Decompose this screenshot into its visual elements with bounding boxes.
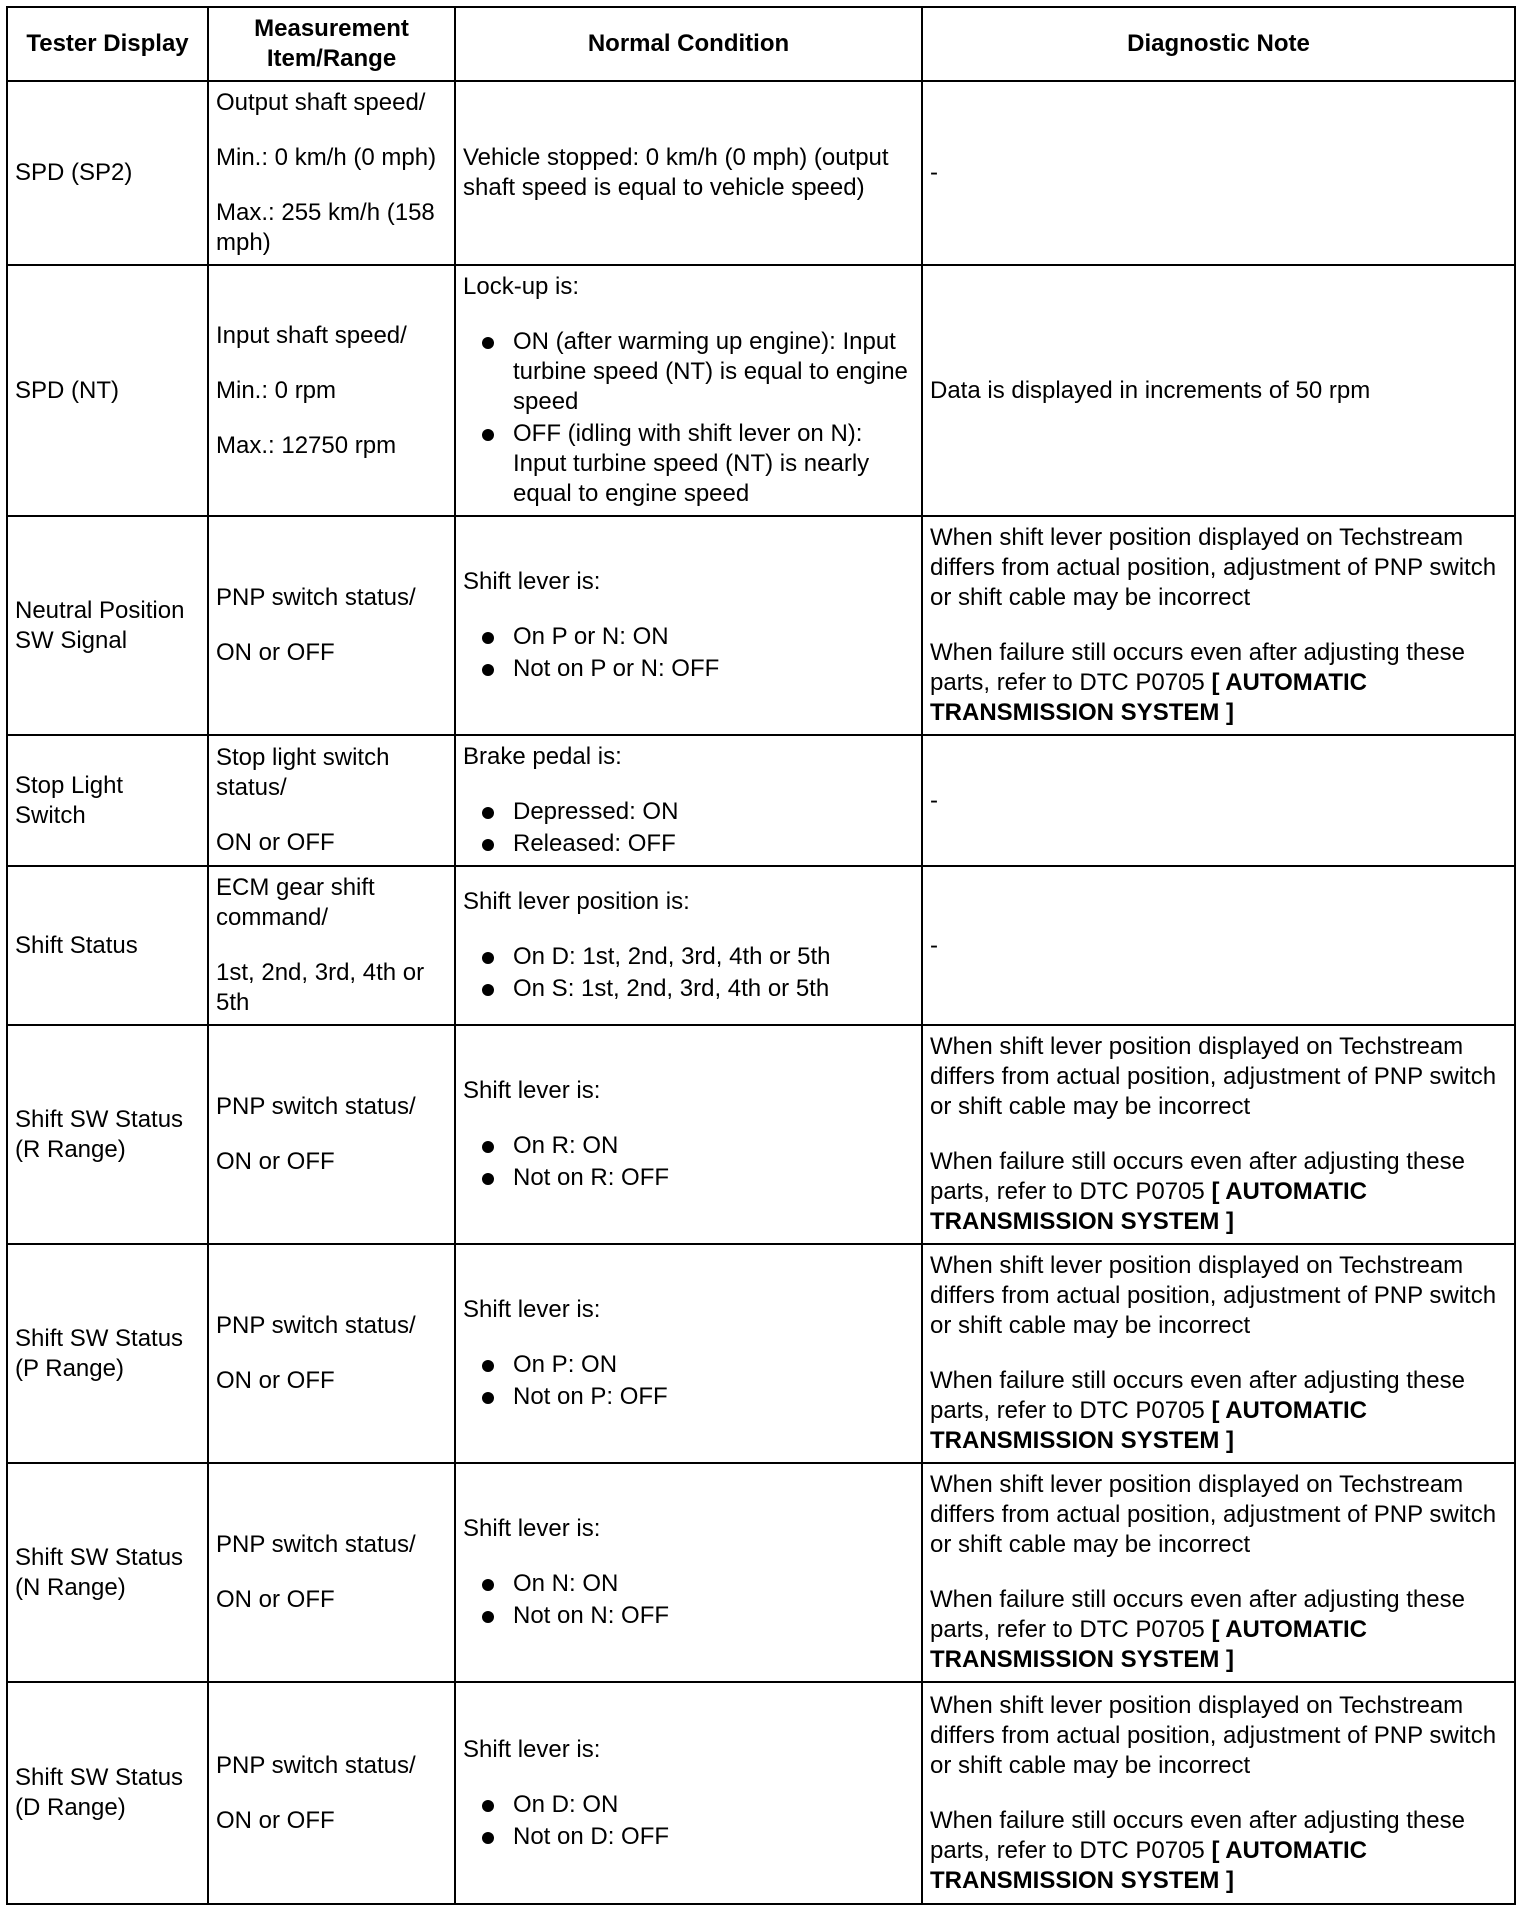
tester-display-cell: Shift SW Status (R Range) [7,1025,208,1244]
table-row [7,866,1515,1025]
header-normal-condition: Normal Condition [455,7,922,81]
dtc-reference-link[interactable]: [ AUTOMATIC TRANSMISSION SYSTEM ] [930,669,1367,726]
normal-condition-cell: Shift lever is: On N: ON Not on N: OFF [455,1463,922,1682]
header-tester-display: Tester Display [7,7,208,81]
dtc-reference-link[interactable]: [ AUTOMATIC TRANSMISSION SYSTEM ] [930,1836,1367,1894]
tester-display-cell: SPD (SP2) [7,81,208,265]
measurement-cell: PNP switch status/ ON or OFF [208,1682,455,1904]
table-row [7,516,1515,735]
list-item: On D: ON [463,1790,914,1820]
list-item: Not on D: OFF [463,1822,914,1852]
measurement-cell: Stop light switch status/ ON or OFF [208,735,455,866]
diagnostic-note-cell: When shift lever position displayed on Techstream differs from actual position, adjustment of PNP switch or shift cable may be incorrect When failure still occurs even after adjusting these parts, refer to DTC P0705 [ AUTOMATIC TRANSMISSION SYSTEM ] [922,516,1515,735]
tester-display-cell: SPD (NT) [7,265,208,516]
table-row [7,1682,1515,1904]
normal-condition-cell: Shift lever is: On R: ON Not on R: OFF [455,1025,922,1244]
normal-condition-cell: Shift lever is: On P: ON Not on P: OFF [455,1244,922,1463]
list-item: Released: OFF [463,829,914,859]
list-item: On P or N: ON [463,622,914,652]
list-item: On S: 1st, 2nd, 3rd, 4th or 5th [463,974,914,1004]
normal-condition-cell: Shift lever is: On D: ON Not on D: OFF [455,1682,922,1904]
tester-display-cell: Shift Status [7,866,208,1025]
table-row [7,265,1515,516]
diagnostic-note-cell: When shift lever position displayed on Techstream differs from actual position, adjustment of PNP switch or shift cable may be incorrect When failure still occurs even after adjusting these parts, refer to DTC P0705 [ AUTOMATIC TRANSMISSION SYSTEM ] [922,1682,1515,1904]
header-measurement: Measurement Item/Range [208,7,455,81]
normal-condition-cell: Shift lever is: On P or N: ON Not on P or N: OFF [455,516,922,735]
list-item: Not on R: OFF [463,1163,914,1193]
normal-condition-cell: Brake pedal is: Depressed: ON Released: OFF [455,735,922,866]
normal-condition-cell: Shift lever position is: On D: 1st, 2nd, 3rd, 4th or 5th On S: 1st, 2nd, 3rd, 4th or 5th [455,866,922,1025]
data-list-table [6,6,1516,1905]
list-item: On R: ON [463,1131,914,1161]
header-diagnostic-note: Diagnostic Note [922,7,1515,81]
diagnostic-note-cell: - [922,81,1515,265]
measurement-cell: Output shaft speed/ Min.: 0 km/h (0 mph) Max.: 255 km/h (158 mph) [208,81,455,265]
diagnostic-note-cell: When shift lever position displayed on Techstream differs from actual position, adjustment of PNP switch or shift cable may be incorrect When failure still occurs even after adjusting these parts, refer to DTC P0705 [ AUTOMATIC TRANSMISSION SYSTEM ] [922,1244,1515,1463]
list-item: Not on N: OFF [463,1601,914,1631]
dtc-reference-link[interactable]: [ AUTOMATIC TRANSMISSION SYSTEM ] [930,1397,1367,1454]
list-item: ON (after warming up engine): Input turbine speed (NT) is equal to engine speed [463,327,914,417]
tester-display-cell: Shift SW Status (P Range) [7,1244,208,1463]
normal-condition-cell: Lock-up is: ON (after warming up engine): Input turbine speed (NT) is equal to engine speed OFF (idling with shift lever on N): Input turbine speed (NT) is nearly equal to engine speed [455,265,922,516]
normal-condition-cell: Vehicle stopped: 0 km/h (0 mph) (output shaft speed is equal to vehicle speed) [455,81,922,265]
diagnostic-note-cell: Data is displayed in increments of 50 rpm [922,265,1515,516]
list-item: On P: ON [463,1350,914,1380]
tester-display-cell: Stop Light Switch [7,735,208,866]
table-row [7,81,1515,265]
measurement-cell: PNP switch status/ ON or OFF [208,1463,455,1682]
list-item: On N: ON [463,1569,914,1599]
list-item: Not on P or N: OFF [463,654,914,684]
measurement-cell: ECM gear shift command/ 1st, 2nd, 3rd, 4th or 5th [208,866,455,1025]
table-row [7,735,1515,866]
table-row [7,1463,1515,1682]
diagnostic-note-cell: - [922,866,1515,1025]
dtc-reference-link[interactable]: [ AUTOMATIC TRANSMISSION SYSTEM ] [930,1616,1367,1673]
dtc-reference-link[interactable]: [ AUTOMATIC TRANSMISSION SYSTEM ] [930,1178,1367,1235]
diagnostic-note-cell: - [922,735,1515,866]
diagnostic-note-cell: When shift lever position displayed on Techstream differs from actual position, adjustment of PNP switch or shift cable may be incorrect When failure still occurs even after adjusting these parts, refer to DTC P0705 [ AUTOMATIC TRANSMISSION SYSTEM ] [922,1025,1515,1244]
measurement-cell: PNP switch status/ ON or OFF [208,516,455,735]
tester-display-cell: Shift SW Status (N Range) [7,1463,208,1682]
diagnostic-note-cell: When shift lever position displayed on Techstream differs from actual position, adjustment of PNP switch or shift cable may be incorrect When failure still occurs even after adjusting these parts, refer to DTC P0705 [ AUTOMATIC TRANSMISSION SYSTEM ] [922,1463,1515,1682]
measurement-cell: Input shaft speed/ Min.: 0 rpm Max.: 12750 rpm [208,265,455,516]
tester-display-cell: Neutral Position SW Signal [7,516,208,735]
list-item: On D: 1st, 2nd, 3rd, 4th or 5th [463,942,914,972]
list-item: Not on P: OFF [463,1382,914,1412]
measurement-cell: PNP switch status/ ON or OFF [208,1244,455,1463]
table-row [7,1025,1515,1244]
list-item: OFF (idling with shift lever on N): Input turbine speed (NT) is nearly equal to engine speed [463,419,914,509]
list-item: Depressed: ON [463,797,914,827]
tester-display-cell: Shift SW Status (D Range) [7,1682,208,1904]
table-row [7,1244,1515,1463]
measurement-cell: PNP switch status/ ON or OFF [208,1025,455,1244]
